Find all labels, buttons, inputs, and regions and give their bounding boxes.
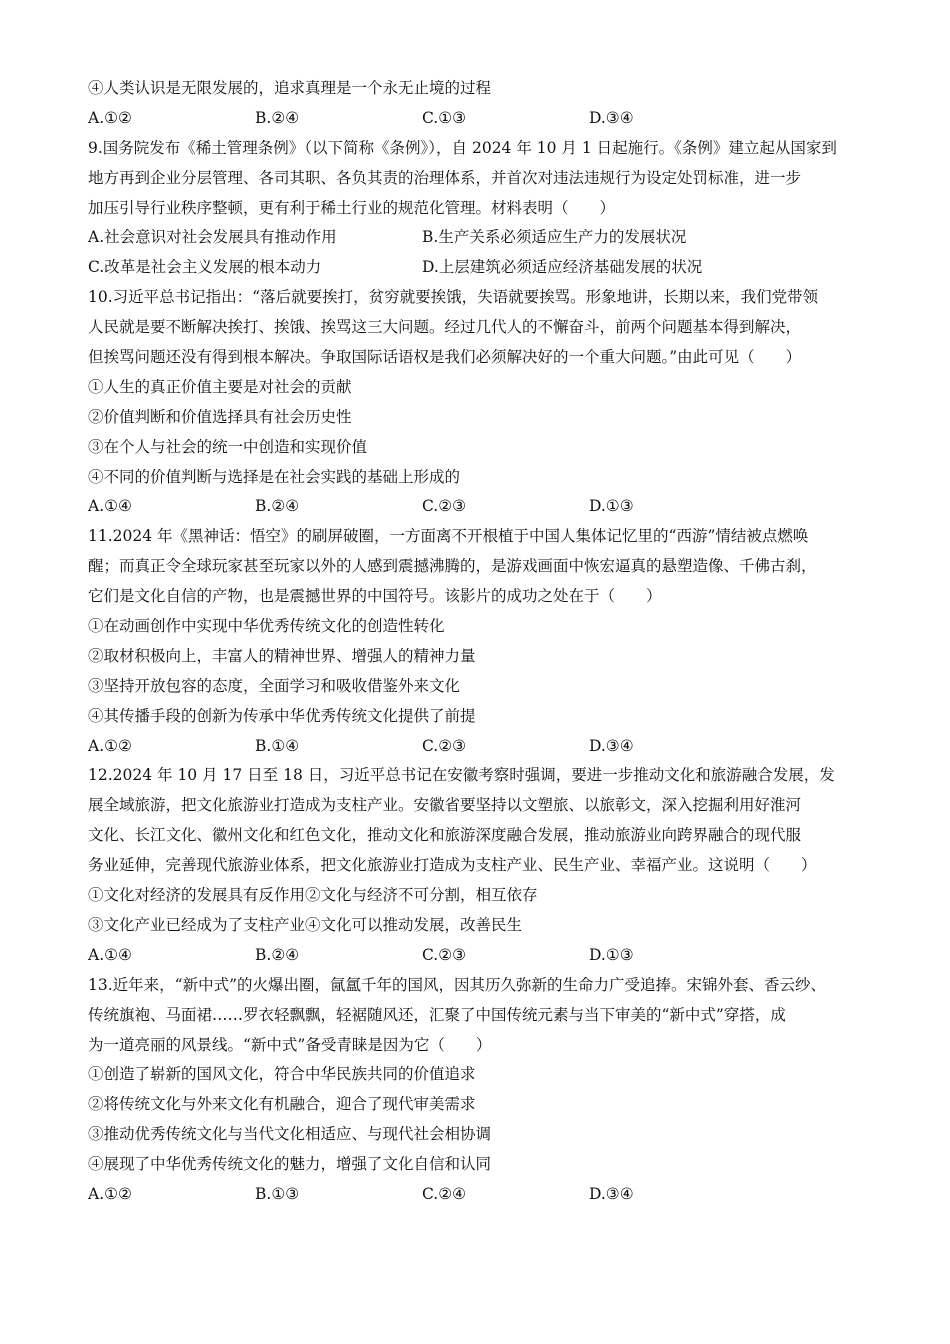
q9-option-d: D.上层建筑必须适应经济基础发展的状况 [422, 258, 703, 277]
q10-option-d: D.①③ [589, 497, 634, 516]
q10-item-4: ④不同的价值判断与选择是在社会实践的基础上形成的 [88, 467, 461, 486]
q11-item-3: ③坚持开放包容的态度，全面学习和吸收借鉴外来文化 [88, 676, 461, 695]
q8-item-4: ④人类认识是无限发展的，追求真理是一个永无止境的过程 [88, 79, 492, 97]
q9-option-a: A.社会意识对社会发展具有推动作用 [88, 228, 337, 247]
q8-options [88, 104, 878, 134]
q13-options [88, 1180, 878, 1210]
q11-option-a: A.①② [88, 736, 132, 755]
q13-item-4: ④展现了中华优秀传统文化的魅力，增强了文化自信和认同 [88, 1155, 492, 1174]
q9-stem-line-3: 加压引导行业秩序整顿，更有利于稀土行业的规范化管理。材料表明（ ） [88, 198, 616, 217]
q11-item-2: ②取材积极向上，丰富人的精神世界、增强人的精神力量 [88, 646, 476, 665]
q13-item-1: ①创造了崭新的国风文化，符合中华民族共同的价值追求 [88, 1065, 476, 1084]
q8-option-d: D.③④ [589, 108, 634, 127]
exam-page [88, 74, 878, 1210]
q10-item-1: ①人生的真正价值主要是对社会的贡献 [88, 377, 352, 396]
q12-items-row-1: ①文化对经济的发展具有反作用②文化与经济不可分割，相互依存 [88, 886, 538, 905]
q13-option-d: D.③④ [589, 1184, 634, 1203]
q12-items-row-2: ③文化产业已经成为了支柱产业④文化可以推动发展，改善民生 [88, 915, 523, 934]
q9-options-row-1 [88, 223, 878, 253]
q13-stem-line-1: 13.近年来，“新中式”的火爆出圈，氤氲千年的国风，因其历久弥新的生命力广受追捧。宋锦外套、香云纱、 [88, 975, 827, 994]
q9-option-c: C.改革是社会主义发展的根本动力 [88, 258, 322, 277]
q13-item-3: ③推动优秀传统文化与当代文化相适应、与现代社会相协调 [88, 1125, 492, 1144]
q10-option-a: A.①④ [88, 497, 132, 516]
q12-option-a: A.①④ [88, 945, 132, 964]
q12-options [88, 941, 878, 971]
q13-stem-line-3: 为一道亮丽的风景线。“新中式”备受青睐是因为它（ ） [88, 1035, 492, 1054]
q12-stem-line-4: 务业延伸，完善现代旅游业体系，把文化旅游业打造成为支柱产业、民生产业、幸福产业。这说明（ ） [88, 856, 817, 875]
q12-option-d: D.①③ [589, 945, 634, 964]
q12-stem-line-3: 文化、长江文化、徽州文化和红色文化，推动文化和旅游深度融合发展，推动旅游业向跨界融合的现代服 [88, 826, 802, 845]
q10-options [88, 492, 878, 522]
q10-stem-line-1: 10.习近平总书记指出：“落后就要挨打，贫穷就要挨饿，失语就要挨骂。形象地讲，长期以来，我们党带领 [88, 288, 819, 307]
q12-option-c: C.②③ [422, 945, 467, 964]
q9-option-b: B.生产关系必须适应生产力的发展状况 [422, 228, 687, 247]
q10-stem-line-2: 人民就是要不断解决挨打、挨饿、挨骂这三大问题。经过几代人的不懈奋斗，前两个问题基本得到解决， [88, 318, 802, 337]
q10-option-c: C.②③ [422, 497, 467, 516]
q11-stem-line-2: 醒；而真正令全球玩家甚至玩家以外的人感到震撼沸腾的，是游戏画面中恢宏逼真的悬塑造像、千佛古刹， [88, 557, 817, 576]
q13-option-c: C.②④ [422, 1184, 467, 1203]
q10-option-b: B.②④ [255, 497, 300, 516]
q13-stem-line-2: 传统旗袍、马面裙……罗衣轻飘飘，轻裾随风还，汇聚了中国传统元素与当下审美的“新中式”穿搭，成 [88, 1005, 786, 1024]
q13-item-2: ②将传统文化与外来文化有机融合，迎合了现代审美需求 [88, 1095, 476, 1114]
q11-option-b: B.①④ [255, 736, 300, 755]
q12-stem-line-2: 展全域旅游，把文化旅游业打造成为支柱产业。安徽省要坚持以文塑旅、以旅彰文，深入挖掘利用好淮河 [88, 796, 802, 815]
q12-option-b: B.②④ [255, 945, 300, 964]
q10-item-2: ②价值判断和价值选择具有社会历史性 [88, 407, 352, 426]
q12-stem-line-1: 12.2024 年 10 月 17 日至 18 日，习近平总书记在安徽考察时强调，要进一步推动文化和旅游融合发展，发 [88, 766, 835, 785]
q8-option-a: A.①② [88, 108, 132, 127]
q9-stem-line-1: 9.国务院发布《稀土管理条例》（以下简称《条例》），自 2024 年 10 月 1 日起施行。《条例》建立起从国家到 [88, 138, 837, 157]
q11-item-1: ①在动画创作中实现中华优秀传统文化的创造性转化 [88, 617, 445, 636]
q11-stem-line-3: 它们是文化自信的产物，也是震撼世界的中国符号。该影片的成功之处在于（ ） [88, 587, 662, 606]
q11-stem-line-1: 11.2024 年《黑神话：悟空》的刷屏破圈，一方面离不开根植于中国人集体记忆里的“西游”情结被点燃唤 [88, 527, 809, 546]
q13-option-b: B.①③ [255, 1184, 300, 1203]
q10-stem-line-3: 但挨骂问题还没有得到根本解决。争取国际话语权是我们必须解决好的一个重大问题。”由此可见（ ） [88, 348, 802, 367]
q9-stem-line-2: 地方再到企业分层管理、各司其职、各负其责的治理体系，并首次对违法违规行为设定处罚标准，进一步 [88, 168, 802, 187]
q11-item-4: ④其传播手段的创新为传承中华优秀传统文化提供了前提 [88, 706, 476, 725]
q8-option-b: B.②④ [255, 108, 300, 127]
q9-options-row-2 [88, 253, 878, 283]
q11-option-c: C.②③ [422, 736, 467, 755]
q10-item-3: ③在个人与社会的统一中创造和实现价值 [88, 437, 368, 456]
q11-options [88, 732, 878, 762]
q13-option-a: A.①② [88, 1184, 132, 1203]
q8-option-c: C.①③ [422, 108, 467, 127]
q11-option-d: D.③④ [589, 736, 634, 755]
